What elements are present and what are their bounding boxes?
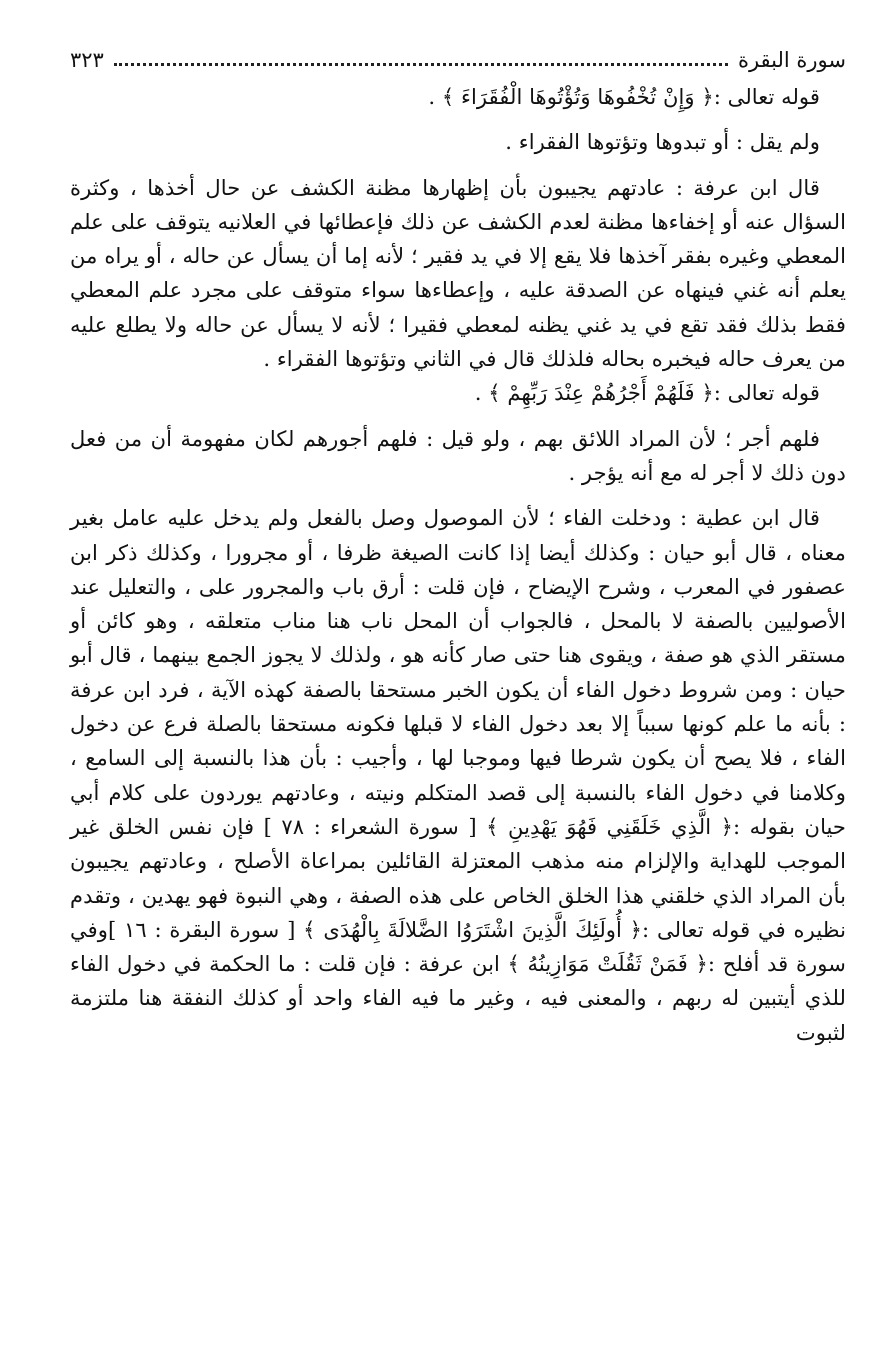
page-number: ٣٢٣: [70, 48, 104, 72]
page-body: [70, 80, 846, 1050]
surah-title: سورة البقرة: [737, 48, 846, 72]
paragraph: قوله تعالى :﴿ وَإِنْ تُخْفُوهَا وَتُؤْتُوهَا الْفُقَرَاءَ ﴾ .: [428, 84, 820, 109]
document-page: [70, 40, 846, 1350]
paragraph: ولم يقل : أو تبدوها وتؤتوها الفقراء .: [505, 129, 820, 155]
page-header: [70, 40, 846, 80]
header-dotted-leader: [114, 63, 728, 66]
paragraph: قوله تعالى :﴿ فَلَهُمْ أَجْرُهُمْ عِنْدَ رَبِّهِمْ ﴾ .: [474, 380, 820, 406]
paragraph: فلهم أجر ؛ لأن المراد اللائق بهم ، ولو قيل : فلهم أجورهم لكان مفهومة أن من فعل دون ذلك لا أجر له مع أنه يؤجر .: [70, 425, 846, 485]
paragraph: قال ابن عطية : ودخلت الفاء ؛ لأن الموصول وصل بالفعل ولم يدخل عليه عامل بغير معناه ، قال أبو حيان : وكذلك أيضا إذا كانت الصيغة ظرفا ، أو مجرورا ، وكذلك ذكر ابن عصفور في المعرب ، وشرح الإيضاح ، فإن قلت : أرق باب والمجرور على ، والتعليل عند الأصوليين بالصفة لا بالمحل ، فالجواب أن المحل ناب هنا مناب متعلقه ، وهو كائن أو مستقر الذي هو صفة ، ويقوى هنا حتى صار كأنه هو ، ولذلك لا يجوز الجمع بينهما ، قال أبو حيان : ومن شروط دخول الفاء أن يكون الخبر مستحقا بالصفة كهذه الآية ، فرد ابن عرفة : بأنه ما علم كونها سبباً إلا بعد دخول الفاء لا قبلها فكونه مستحقا بالصلة فرع عن دخول الفاء ، فلا يصح أن يكون شرطا فيها وموجبا لها ، وأجيب : بأن هذا بالنسبة إلى السامع ، وكلامنا في دخول الفاء بالنسبة إلى قصد المتكلم ونيته ، وعادتهم يوردون على كلام أبي حيان بقوله :﴿ الَّذِي خَلَقَنِي فَهُوَ يَهْدِينِ ﴾ [ سورة الشعراء : ٧٨ ] فإن نفس الخلق غير الموجب للهداية والإلزام منه مذهب المعتزلة القائلين بمراعاة الأصلح ، وعادتهم يجيبون بأن المراد الذي خلقني هذا الخلق الخاص على هذه الصفة ، وهي النبوة فهو يهدين ، وتقدم نظيره في قوله تعالى :﴿ أُولَئِكَ الَّذِينَ اشْتَرَوُا الضَّلالَةَ بِالْهُدَى ﴾ [ سورة البقرة : ١٦ ]وفي سورة قد أفلح :﴿ فَمَنْ ثَقُلَتْ مَوَازِينُهُ ﴾ ابن عرفة : فإن قلت : ما الحكمة في دخول الفاء للذي أيتبين له ربهم ، والمعنى فيه ، وغير ما فيه الفاء واحد أو كذلك النفقة هنا ملتزمة لثبوت: [70, 505, 847, 1045]
paragraph: قال ابن عرفة : عادتهم يجيبون بأن إظهارها مظنة الكشف عن حال أخذها ، وكثرة السؤال عنه أو إخفاءها مظنة لعدم الكشف عن ذلك فإعطائها في العلانيه يتوقف على علم المعطي وغيره بفقر آخذها فلا يقع إلا في يد فقير ؛ لأنه إما أن يسأل عن حاله ، أو يراه من يعلم أنه غني فينهاه عن الصدقة عليه ، وإعطاءها سواء متوقف على مجرد علم المعطي فقط بذلك فقد تقع في يد غني يظنه لمعطي فقيرا ؛ لأنه لا يسأل عن حاله ولا يطلع عليه من يعرف حاله فيخبره بحاله فلذلك قال في الثاني وتؤتوها الفقراء .: [70, 174, 846, 372]
